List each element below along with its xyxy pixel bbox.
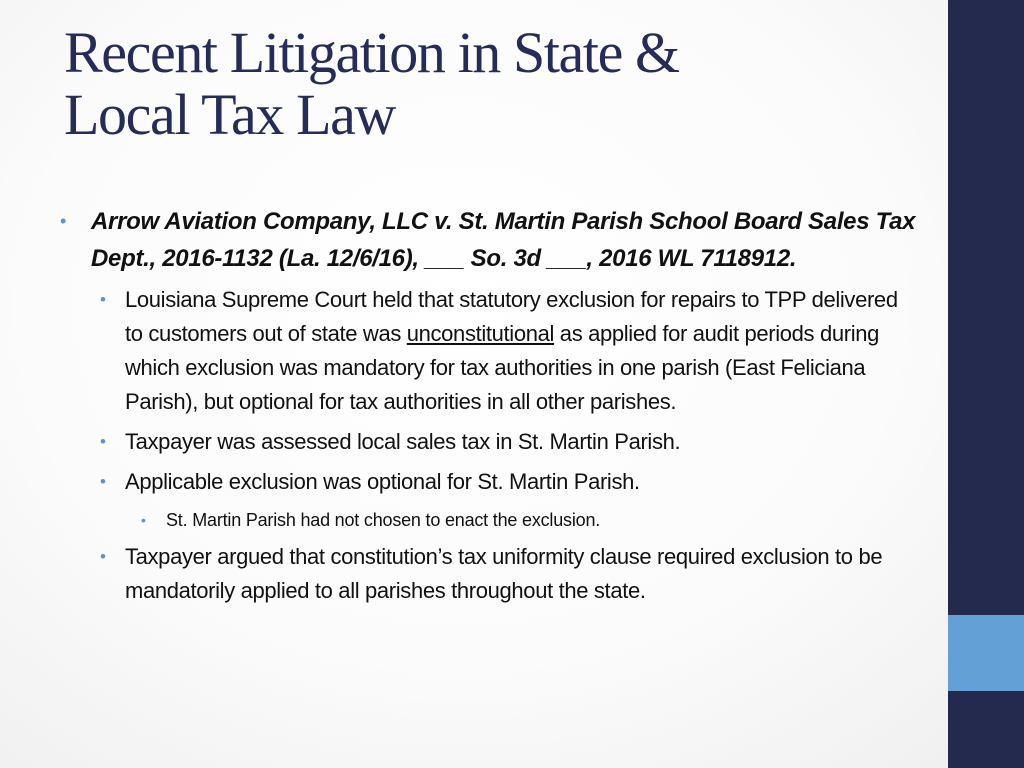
holding-text-end: as applied for audit periods during which exclusion was mandatory for tax authorities in one parish (East Feliciana Parish), but optional for tax authorities in all other parishes. bbox=[125, 321, 879, 414]
case-citation-text: Arrow Aviation Company, LLC v. St. Martin Parish School Board Sales Tax Dept., 2016-1132 (La. 12/6/16), ___ So. 3d ___, 2016 WL 7118912. bbox=[91, 208, 916, 272]
not-chosen-bullet bbox=[60, 506, 920, 534]
bullet-dot-icon: • bbox=[100, 472, 106, 491]
optional-bullet bbox=[60, 465, 920, 499]
holding-text-underlined: unconstitutional bbox=[406, 321, 555, 346]
bullet-dot-icon: • bbox=[100, 432, 106, 451]
bullet-dot-icon: • bbox=[141, 512, 146, 528]
optional-text: Applicable exclusion was optional for St. Martin Parish. bbox=[125, 469, 640, 494]
slide-title bbox=[64, 22, 924, 146]
holding-text-start: Louisiana Supreme Court held that statutory exclusion for repairs to TPP delivered to customers out of state was bbox=[125, 287, 898, 346]
argued-text: Taxpayer argued that constitution’s tax uniformity clause required exclusion to be mandatorily applied to all parishes throughout the state. bbox=[125, 544, 883, 603]
bullet-dot-icon: • bbox=[100, 290, 106, 309]
assessed-text: Taxpayer was assessed local sales tax in St. Martin Parish. bbox=[125, 429, 681, 454]
not-chosen-text: St. Martin Parish had not chosen to enact the exclusion. bbox=[166, 510, 601, 530]
bullet-dot-icon: • bbox=[100, 547, 106, 566]
assessed-bullet bbox=[60, 425, 920, 459]
case-citation-bullet bbox=[60, 203, 920, 277]
title-line-1: Recent Litigation in State & bbox=[64, 20, 679, 85]
sidebar-bar bbox=[948, 0, 1024, 768]
holding-bullet bbox=[60, 283, 920, 419]
argued-bullet bbox=[60, 540, 920, 608]
sidebar-accent-block bbox=[948, 615, 1024, 691]
bullet-dot-icon: • bbox=[60, 211, 67, 231]
title-line-2: Local Tax Law bbox=[64, 82, 395, 147]
slide-content bbox=[60, 203, 920, 608]
